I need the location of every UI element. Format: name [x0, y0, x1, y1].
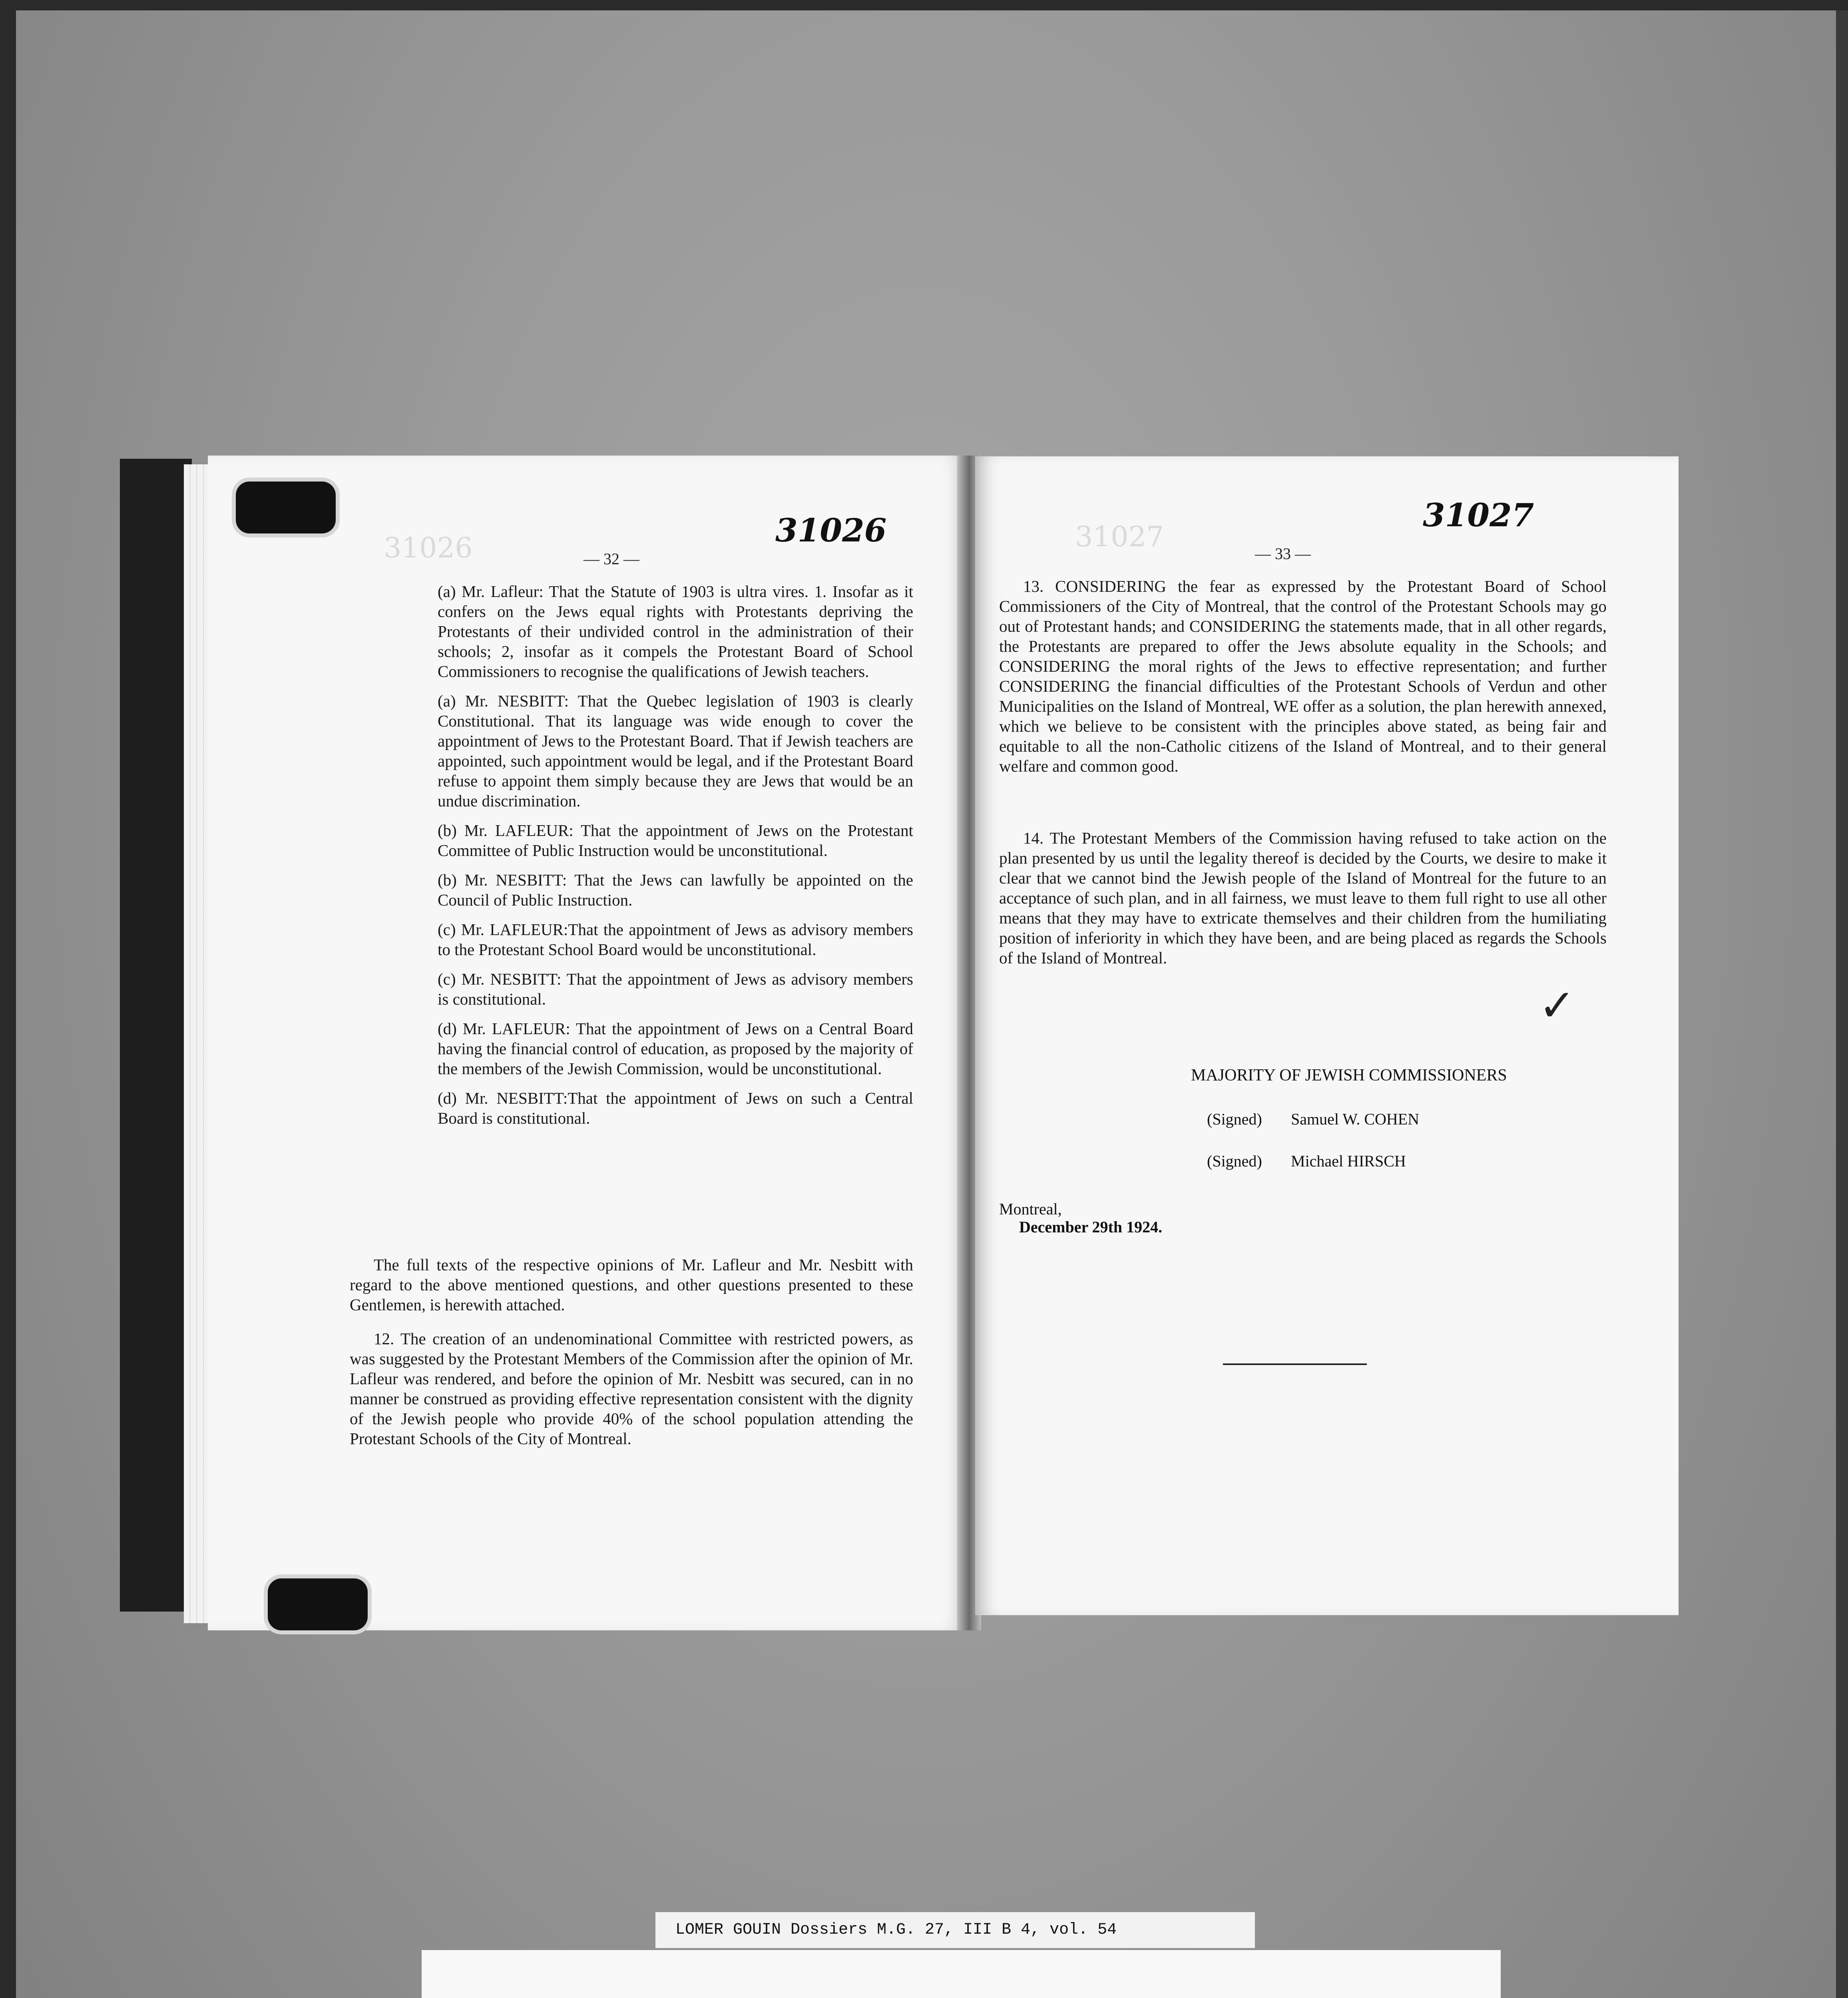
closing-rule	[1223, 1363, 1367, 1365]
full-texts-paragraph: The full texts of the respective opinions of Mr. Lafleur and Mr. Nesbitt with regard to the above mentioned questions, and other questions presented to these Gentlemen, is herewith attached.	[350, 1256, 913, 1314]
right-page-number: — 33 —	[1255, 545, 1311, 563]
signature-heading: MAJORITY OF JEWISH COMMISSIONERS	[1191, 1066, 1507, 1085]
signer-name-2: Michael HIRSCH	[1291, 1152, 1406, 1170]
bleed-through-number: 31027	[1075, 520, 1164, 553]
right-page	[975, 456, 1679, 1615]
archive-card	[422, 1950, 1501, 1998]
opinion-d-lafleur: (d) Mr. LAFLEUR: That the appointment of Jews on a Central Board having the financial control of education, as proposed by the majority of the members of the Jewish Commission, would be unconstitutional.	[438, 1019, 913, 1078]
signer-name-1: Samuel W. COHEN	[1291, 1110, 1420, 1128]
check-mark: ✓	[1539, 980, 1576, 1031]
paragraph-14: 14. The Protestant Members of the Commission having refused to take action on the plan presented by us until the legality thereof is decided by the Courts, we desire to make it clear that we cannot bind the Jewish people of the Island of Montreal for the future to an acceptance of such plan, and in all fairness, we must leave to them full right to use all other means that they may have to extricate themselves and their children from the humiliating position of inferiority in which they have been, and are being placed as regards the Schools of the Island of Montreal.	[999, 829, 1607, 967]
binder-clip-top	[236, 482, 336, 533]
signed-label-1: (Signed)	[1207, 1110, 1262, 1128]
opinion-a-nesbitt: (a) Mr. NESBITT: That the Quebec legislation of 1903 is clearly Constitutional. That its language was wide enough to cover the appointment of Jews to the Protestant Board. That if Jewish teachers are appointed, such appointment would be legal, and if the Protestant Board refuse to appoint them simply because they are Jews that would be an undue discrimination.	[438, 692, 913, 810]
opinion-b-lafleur: (b) Mr. LAFLEUR: That the appointment of Jews on the Protestant Committee of Public Instruction would be unconstitutional.	[438, 821, 913, 860]
film-edge-left	[0, 0, 16, 1998]
left-page-number: — 32 —	[583, 550, 639, 568]
bleed-through-number: 31026	[384, 531, 473, 564]
opinion-d-nesbitt: (d) Mr. NESBITT:That the appointment of Jews on such a Central Board is constitutional.	[438, 1089, 913, 1127]
opinion-a-lafleur: (a) Mr. Lafleur: That the Statute of 1903 is ultra vires. 1. Insofar as it confers on the Jews equal rights with Protestants depriving the Protestants of their undivided control in the administration of their schools; 2, insofar as it compels the Protestant Board of School Commissioners to recognise the qualifications of Jewish teachers.	[438, 582, 913, 681]
binder-spine	[120, 459, 192, 1612]
film-edge-top	[0, 0, 1848, 10]
left-body-text	[438, 581, 913, 1138]
signed-label-2: (Signed)	[1207, 1152, 1262, 1170]
opinion-b-nesbitt: (b) Mr. NESBITT: That the Jews can lawfully be appointed on the Council of Public Instruction.	[438, 871, 913, 909]
opinion-c-nesbitt: (c) Mr. NESBITT: That the appointment of Jews as advisory members is constitutional.	[438, 970, 913, 1008]
film-edge-right	[1836, 0, 1848, 1998]
place-line: Montreal,	[999, 1200, 1062, 1218]
date-line: December 29th 1924.	[1019, 1218, 1163, 1236]
paragraph-13: 13. CONSIDERING the fear as expressed by the Protestant Board of School Commissioners of the City of Montreal, that the control of the Protestant Schools may go out of Protestant hands; and CONSIDERING the statements made, that in all other regards, the Protestants are prepared to offer the Jews absolute equality in the Schools; and CONSIDERING the moral rights of the Jews to effective representation; and further CONSIDERING the financial difficulties of the Protestant Schools of Verdun and other Municipalities on the Island of Montreal, WE offer as a solution, the plan herewith annexed, which we believe to be consistent with the principles above stated, as being fair and equitable to all the non-Catholic citizens of the Island of Montreal, and to their general welfare and common good.	[999, 577, 1607, 775]
binder-clip-bottom	[268, 1578, 368, 1630]
paragraph-12: 12. The creation of an undenominational Committee with restricted powers, as was suggested by the Protestant Members of the Commission after the opinion of Mr. Lafleur was rendered, and before the opinion of Mr. Nesbitt was secured, can in no manner be construed as providing effective representation consistent with the dignity of the Jewish people who provide 40% of the school population attending the Protestant Schools of the City of Montreal.	[350, 1329, 913, 1448]
left-stamp-number: 31026	[775, 511, 887, 549]
right-stamp-number: 31027	[1423, 496, 1534, 534]
opinion-c-lafleur: (c) Mr. LAFLEUR:That the appointment of Jews as advisory members to the Protestant School Board would be unconstitutional.	[438, 920, 913, 959]
left-page	[208, 456, 967, 1630]
archive-reference: LOMER GOUIN Dossiers M.G. 27, III B 4, vol. 54	[655, 1912, 1255, 1948]
